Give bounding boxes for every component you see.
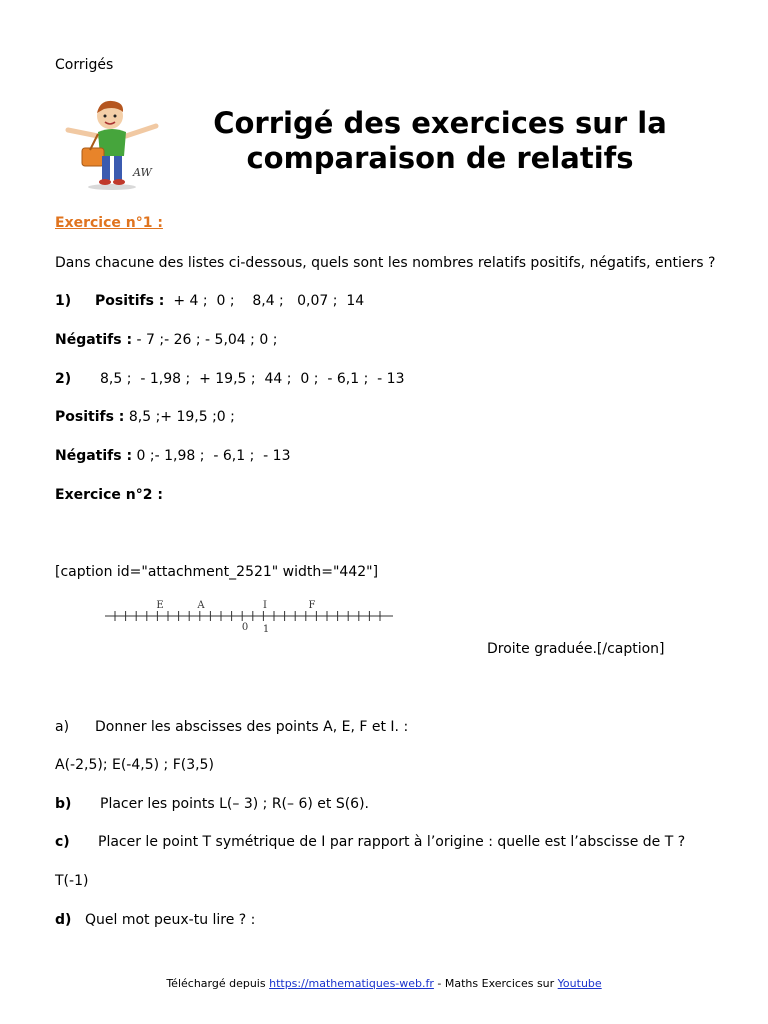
qa-text: Donner les abscisses des points A, E, F et I. : <box>95 719 409 735</box>
q2-positifs-line <box>55 408 235 426</box>
q1-negatifs-label: Négatifs : <box>55 332 133 348</box>
footer-prefix: Téléchargé depuis <box>166 977 270 990</box>
q1-positifs-values: + 4 ; 0 ; 8,4 ; 0,07 ; 14 <box>173 293 365 309</box>
footer-youtube-link[interactable]: Youtube <box>557 977 602 990</box>
label-zero: 0 <box>241 622 249 633</box>
label-point-e: E <box>156 600 164 611</box>
q2-number: 2) <box>55 371 72 387</box>
qb-text: Placer les points L(– 3) ; R(– 6) et S(6). <box>100 796 370 812</box>
mascot-signature: AW <box>133 166 152 179</box>
exercise2-heading: Exercice n°2 : <box>55 487 163 503</box>
q2-negatifs-label: Négatifs : <box>55 448 133 464</box>
label-one: 1 <box>262 624 270 635</box>
q1-positifs-label: Positifs : <box>95 293 165 309</box>
page-footer <box>0 977 768 991</box>
footer-website-link[interactable]: https://mathematiques-web.fr <box>269 977 434 990</box>
qb-number: b) <box>55 796 72 812</box>
boy-mascot-illustration <box>60 98 165 190</box>
qd-number: d) <box>55 912 72 928</box>
label-point-a: A <box>197 600 205 611</box>
page-title-line1: Corrigé des exercices sur la <box>213 106 667 140</box>
q2-values: 8,5 ; - 1,98 ; + 19,5 ; 44 ; 0 ; - 6,1 ; - 13 <box>100 371 405 387</box>
q2-line <box>55 370 405 388</box>
q1-line <box>55 292 364 310</box>
answer-c: T(-1) <box>55 873 89 889</box>
qd-line <box>55 911 255 929</box>
label-point-f: F <box>308 600 316 611</box>
page-title-line2: comparaison de relatifs <box>246 141 634 175</box>
exercise1-intro: Dans chacune des listes ci-dessous, quels sont les nombres relatifs positifs, négatifs, entiers ? <box>55 255 716 271</box>
qd-text: Quel mot peux-tu lire ? : <box>85 912 256 928</box>
q1-negatifs-values: - 7 ;- 26 ; - 5,04 ; 0 ; <box>136 332 278 348</box>
label-point-i: I <box>263 600 267 611</box>
q2-positifs-label: Positifs : <box>55 409 125 425</box>
q2-positifs-values: 8,5 ;+ 19,5 ;0 ; <box>128 409 235 425</box>
caption-close-tag: Droite graduée.[/caption] <box>487 641 665 657</box>
q1-negatifs-line <box>55 331 277 349</box>
caption-open-tag: [caption id="attachment_2521" width="442"] <box>55 564 379 580</box>
qc-number: c) <box>55 834 70 850</box>
q1-number: 1) <box>55 293 72 309</box>
qc-line <box>55 833 685 851</box>
footer-middle: - Maths Exercices sur <box>433 977 558 990</box>
exercise1-heading: Exercice n°1 : <box>55 215 163 231</box>
number-line-figure <box>103 595 395 635</box>
q2-negatifs-values: 0 ;- 1,98 ; - 6,1 ; - 13 <box>136 448 291 464</box>
qb-line <box>55 795 369 813</box>
answer-a: A(-2,5); E(-4,5) ; F(3,5) <box>55 757 214 773</box>
page-title <box>200 106 680 176</box>
q2-negatifs-line <box>55 447 291 465</box>
qa-number: a) <box>55 719 70 735</box>
qa-line <box>55 718 408 736</box>
header-label: Corrigés <box>55 57 114 73</box>
qc-text: Placer le point T symétrique de I par rapport à l’origine : quelle est l’abscisse de T ? <box>98 834 686 850</box>
